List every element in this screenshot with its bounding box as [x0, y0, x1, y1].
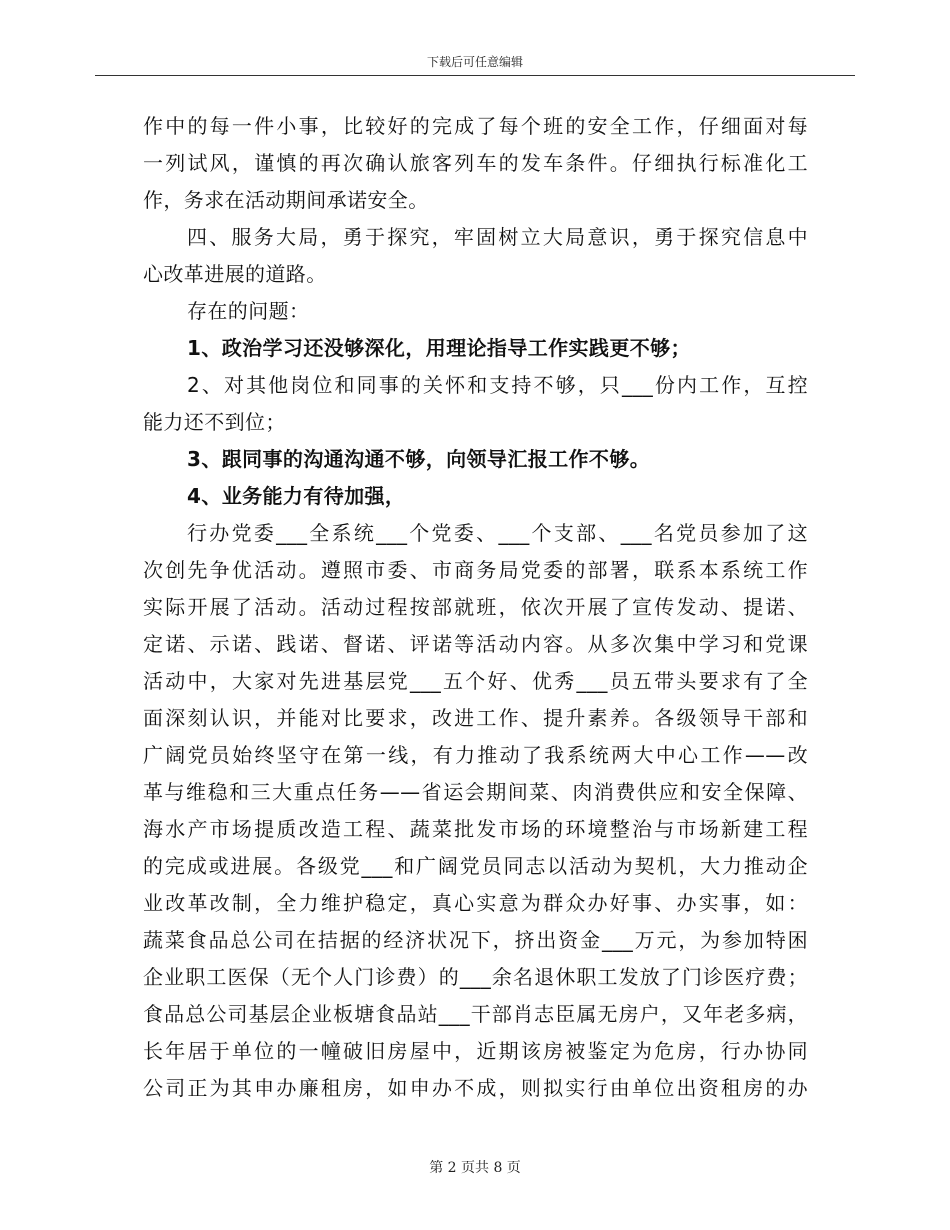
body-line: 作，务求在活动期间承诺安全。 — [143, 188, 429, 212]
body-line: 存在的问题： — [187, 299, 310, 323]
body-line-bold: 1、政治学习还没够深化，用理论指导工作实践更不够； — [187, 336, 691, 360]
body-line: 行办党委___全系统___个党委、___个支部、___名党员参加了这 — [187, 521, 808, 545]
body-line: 定诺、示诺、践诺、督诺、评诺等活动内容。从多次集中学习和党课 — [143, 632, 808, 656]
body-line: 公司正为其申办廉租房，如申办不成，则拟实行由单位出资租房的办 — [143, 1076, 808, 1100]
body-line: 广阔党员始终坚守在第一线，有力推动了我系统两大中心工作——改 — [143, 743, 808, 767]
body-line: 面深刻认识，并能对比要求，改进工作、提升素养。各级领导干部和 — [143, 706, 808, 730]
page-footer: 第 2 页共 8 页 — [429, 1160, 521, 1176]
document-body — [143, 108, 808, 1107]
page-header: 下载后可任意编辑 — [426, 55, 523, 69]
body-line-bold: 3、跟同事的沟通沟通不够，向领导汇报工作不够。 — [187, 447, 651, 471]
header-divider — [95, 75, 855, 76]
body-line: 能力还不到位； — [143, 410, 286, 434]
body-line: 革与维稳和三大重点任务——省运会期间菜、肉消费供应和安全保障、 — [143, 780, 808, 804]
body-line: 心改革进展的道路。 — [143, 262, 327, 286]
body-line: 食品总公司基层企业板塘食品站___干部肖志臣属无房户，又年老多病， — [143, 1002, 808, 1026]
body-line: 一列试风，谨慎的再次确认旅客列车的发车条件。仔细执行标准化工 — [143, 151, 808, 175]
body-line: 次创先争优活动。遵照市委、市商务局党委的部署，联系本系统工作 — [143, 558, 808, 582]
body-line: 长年居于单位的一幢破旧房屋中，近期该房被鉴定为危房，行办协同 — [143, 1039, 808, 1063]
body-line: 作中的每一件小事，比较好的完成了每个班的安全工作，仔细面对每 — [143, 114, 808, 138]
body-line-bold: 4、业务能力有待加强， — [187, 484, 406, 508]
body-line: 实际开展了活动。活动过程按部就班，依次开展了宣传发动、提诺、 — [143, 595, 808, 619]
body-line: 四、服务大局，勇于探究，牢固树立大局意识，勇于探究信息中 — [187, 225, 808, 249]
body-line: 活动中，大家对先进基层党___五个好、优秀___员五带头要求有了全 — [143, 669, 808, 693]
body-line: 企业职工医保（无个人门诊费）的___余名退休职工发放了门诊医疗费； — [143, 965, 808, 989]
body-line: 业改革改制，全力维护稳定，真心实意为群众办好事、办实事，如： — [143, 891, 808, 915]
body-line: 海水产市场提质改造工程、蔬菜批发市场的环境整治与市场新建工程 — [143, 817, 808, 841]
body-line: 蔬菜食品总公司在拮据的经济状况下，挤出资金___万元，为参加特困 — [143, 928, 808, 952]
body-line: 的完成或进展。各级党___和广阔党员同志以活动为契机，大力推动企 — [143, 854, 808, 878]
body-line: 2、对其他岗位和同事的关怀和支持不够，只___份内工作，互控 — [187, 373, 808, 397]
